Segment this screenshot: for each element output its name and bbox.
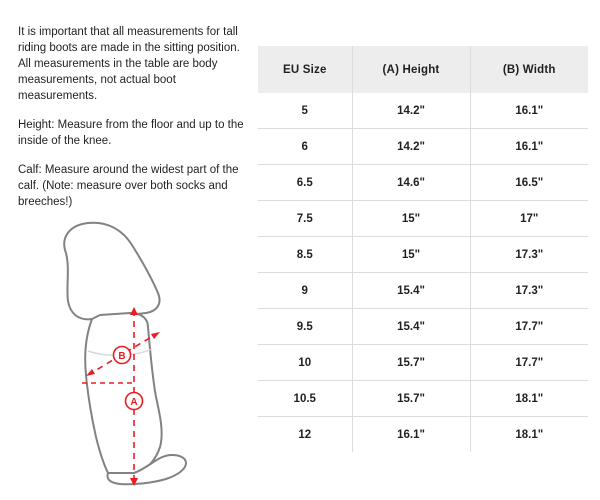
cell-width: 18.1"	[470, 381, 588, 417]
cell-eu-size: 10	[258, 345, 352, 381]
cell-width: 17.7"	[470, 345, 588, 381]
column-header-eu-size: EU Size	[258, 46, 352, 93]
cell-height: 15"	[352, 237, 470, 273]
column-header-width: (B) Width	[470, 46, 588, 93]
cell-eu-size: 6	[258, 129, 352, 165]
cell-height: 14.2"	[352, 129, 470, 165]
cell-width: 18.1"	[470, 417, 588, 453]
thigh-outline	[64, 223, 159, 320]
table-row	[258, 417, 588, 453]
cell-width: 17.3"	[470, 237, 588, 273]
width-marker-label: B	[118, 351, 126, 362]
width-arrow-right	[151, 332, 160, 339]
cell-eu-size: 9.5	[258, 309, 352, 345]
table-row	[258, 165, 588, 201]
cell-height: 15.7"	[352, 345, 470, 381]
table-row	[258, 345, 588, 381]
table-row	[258, 309, 588, 345]
cell-height: 15.4"	[352, 309, 470, 345]
size-table-body	[258, 93, 588, 452]
cell-height: 15"	[352, 201, 470, 237]
instructions-paragraph-3: Calf: Measure around the widest part of the calf. (Note: measure over both socks and breeches!)	[18, 164, 239, 208]
table-header-row	[258, 46, 588, 93]
cell-eu-size: 10.5	[258, 381, 352, 417]
table-row	[258, 273, 588, 309]
table-row	[258, 129, 588, 165]
table-row	[258, 201, 588, 237]
cell-eu-size: 9	[258, 273, 352, 309]
cell-height: 14.6"	[352, 165, 470, 201]
instructions-paragraph-2: Height: Measure from the floor and up to the inside of the knee.	[18, 119, 244, 147]
column-header-height: (A) Height	[352, 46, 470, 93]
cell-height: 15.4"	[352, 273, 470, 309]
calf-boot-outline	[85, 313, 161, 476]
table-row	[258, 237, 588, 273]
cell-width: 17"	[470, 201, 588, 237]
table-row	[258, 381, 588, 417]
leg-boot-diagram	[30, 215, 245, 490]
cell-eu-size: 8.5	[258, 237, 352, 273]
cell-height: 15.7"	[352, 381, 470, 417]
cell-width: 16.1"	[470, 129, 588, 165]
height-marker-label: A	[130, 397, 138, 408]
cell-width: 16.1"	[470, 93, 588, 129]
cell-height: 14.2"	[352, 93, 470, 129]
cell-height: 16.1"	[352, 417, 470, 453]
instructions-paragraph-1: It is important that all measurements for tall riding boots are made in the sitting position. All measurements in the table are body measurements, not actual boot measurements.	[18, 26, 240, 102]
size-table-head	[258, 46, 588, 93]
cell-eu-size: 5	[258, 93, 352, 129]
cell-eu-size: 7.5	[258, 201, 352, 237]
size-table	[258, 46, 588, 452]
cell-width: 17.3"	[470, 273, 588, 309]
table-row	[258, 93, 588, 129]
instructions-block	[18, 24, 250, 223]
size-table-container	[258, 46, 588, 452]
cell-eu-size: 6.5	[258, 165, 352, 201]
cell-eu-size: 12	[258, 417, 352, 453]
cell-width: 16.5"	[470, 165, 588, 201]
cell-width: 17.7"	[470, 309, 588, 345]
